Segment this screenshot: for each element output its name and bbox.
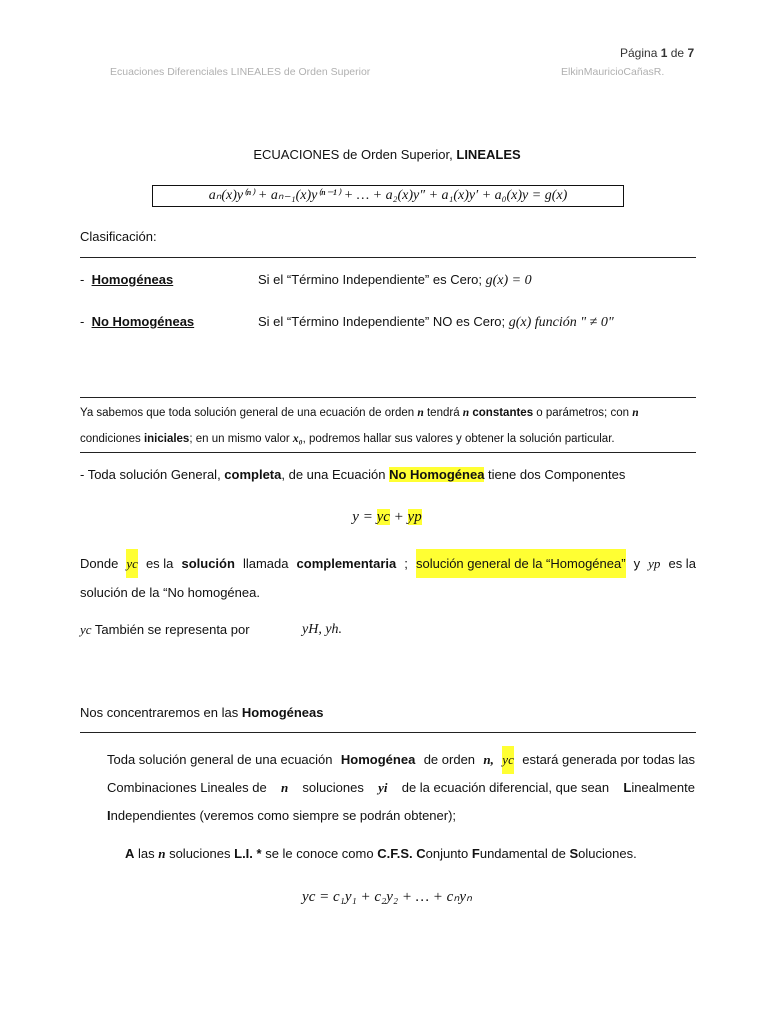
term-homogeneas: Homogéneas <box>91 272 174 287</box>
highlight-yc: yc <box>376 509 390 525</box>
donde-paragraph: Donde yc es la solución llamada complementaria ; solución general de la “Homogénea” y yp es la solución de la “No homogénea. <box>80 549 696 607</box>
page-title: ECUACIONES de Orden Superior, LINEALES <box>253 147 521 162</box>
doc-title: Ecuaciones Diferenciales LINEALES de Orden Superior <box>110 66 371 78</box>
focus-text: Nos concentraremos en las Homogéneas <box>80 705 324 720</box>
page-label: Página <box>620 46 658 60</box>
note-paragraph: Ya sabemos que toda solución general de una ecuación de orden n tendrá n constantes o parámetros; con n condiciones iniciales; en un mismo valor x₀, podremos hallar sus valores y obtener la solución particular. <box>80 407 639 445</box>
highlight-solucion-general: solución general de la “Homogénea” <box>416 549 626 578</box>
page-of: de <box>670 46 685 60</box>
homogenea-paragraph: Toda solución general de una ecuación Homogénea de orden n, yc estará generada por todas las Combinaciones Lineales de n soluciones yi de la ecuación diferencial, que sean Linealmente Independientes (veremos como siempre se podrán obtener); <box>107 746 695 830</box>
also-represented: yc También se representa por <box>80 622 250 637</box>
classification-heading: Clasificación: <box>80 229 157 244</box>
divider <box>80 732 696 733</box>
classification-item-homogeneas: - Homogéneas Si el “Término Independiente” es Cero; g(x) = 0 <box>80 272 532 288</box>
boxed-equation: aₙ(x)y⁽ⁿ⁾ + aₙ₋₁(x)y⁽ⁿ⁻¹⁾ + … + a₂(x)y″ + a₁(x)y′ + a₀(x)y = g(x) <box>152 185 624 207</box>
divider <box>80 397 696 398</box>
general-solution-equation: y = yc + yp <box>352 509 422 525</box>
cfs-definition: A las n soluciones L.I. * se le conoce como C.F.S. Conjunto Fundamental de Soluciones. <box>125 846 637 861</box>
also-symbols: yH, yh. <box>302 622 343 637</box>
classification-item-no-homogeneas: - No Homogéneas Si el “Término Independiente” NO es Cero; g(x) función " ≠ 0" <box>80 314 614 330</box>
page-current: 1 <box>660 46 668 60</box>
divider <box>80 452 696 453</box>
page-total: 7 <box>687 46 695 60</box>
highlight-yp: yp <box>407 509 422 525</box>
divider <box>80 257 696 258</box>
author: ElkinMauricioCañasR. <box>561 66 665 78</box>
general-solution-text: - Toda solución General, completa, de una Ecuación No Homogénea tiene dos Componentes <box>80 467 626 482</box>
complementary-solution-equation: yc = c₁y₁ + c₂y₂ + … + cₙyₙ <box>302 889 472 905</box>
highlight-no-homogenea: No Homogénea <box>389 467 485 482</box>
term-no-homogeneas: No Homogéneas <box>91 314 195 329</box>
page-number <box>620 46 694 60</box>
